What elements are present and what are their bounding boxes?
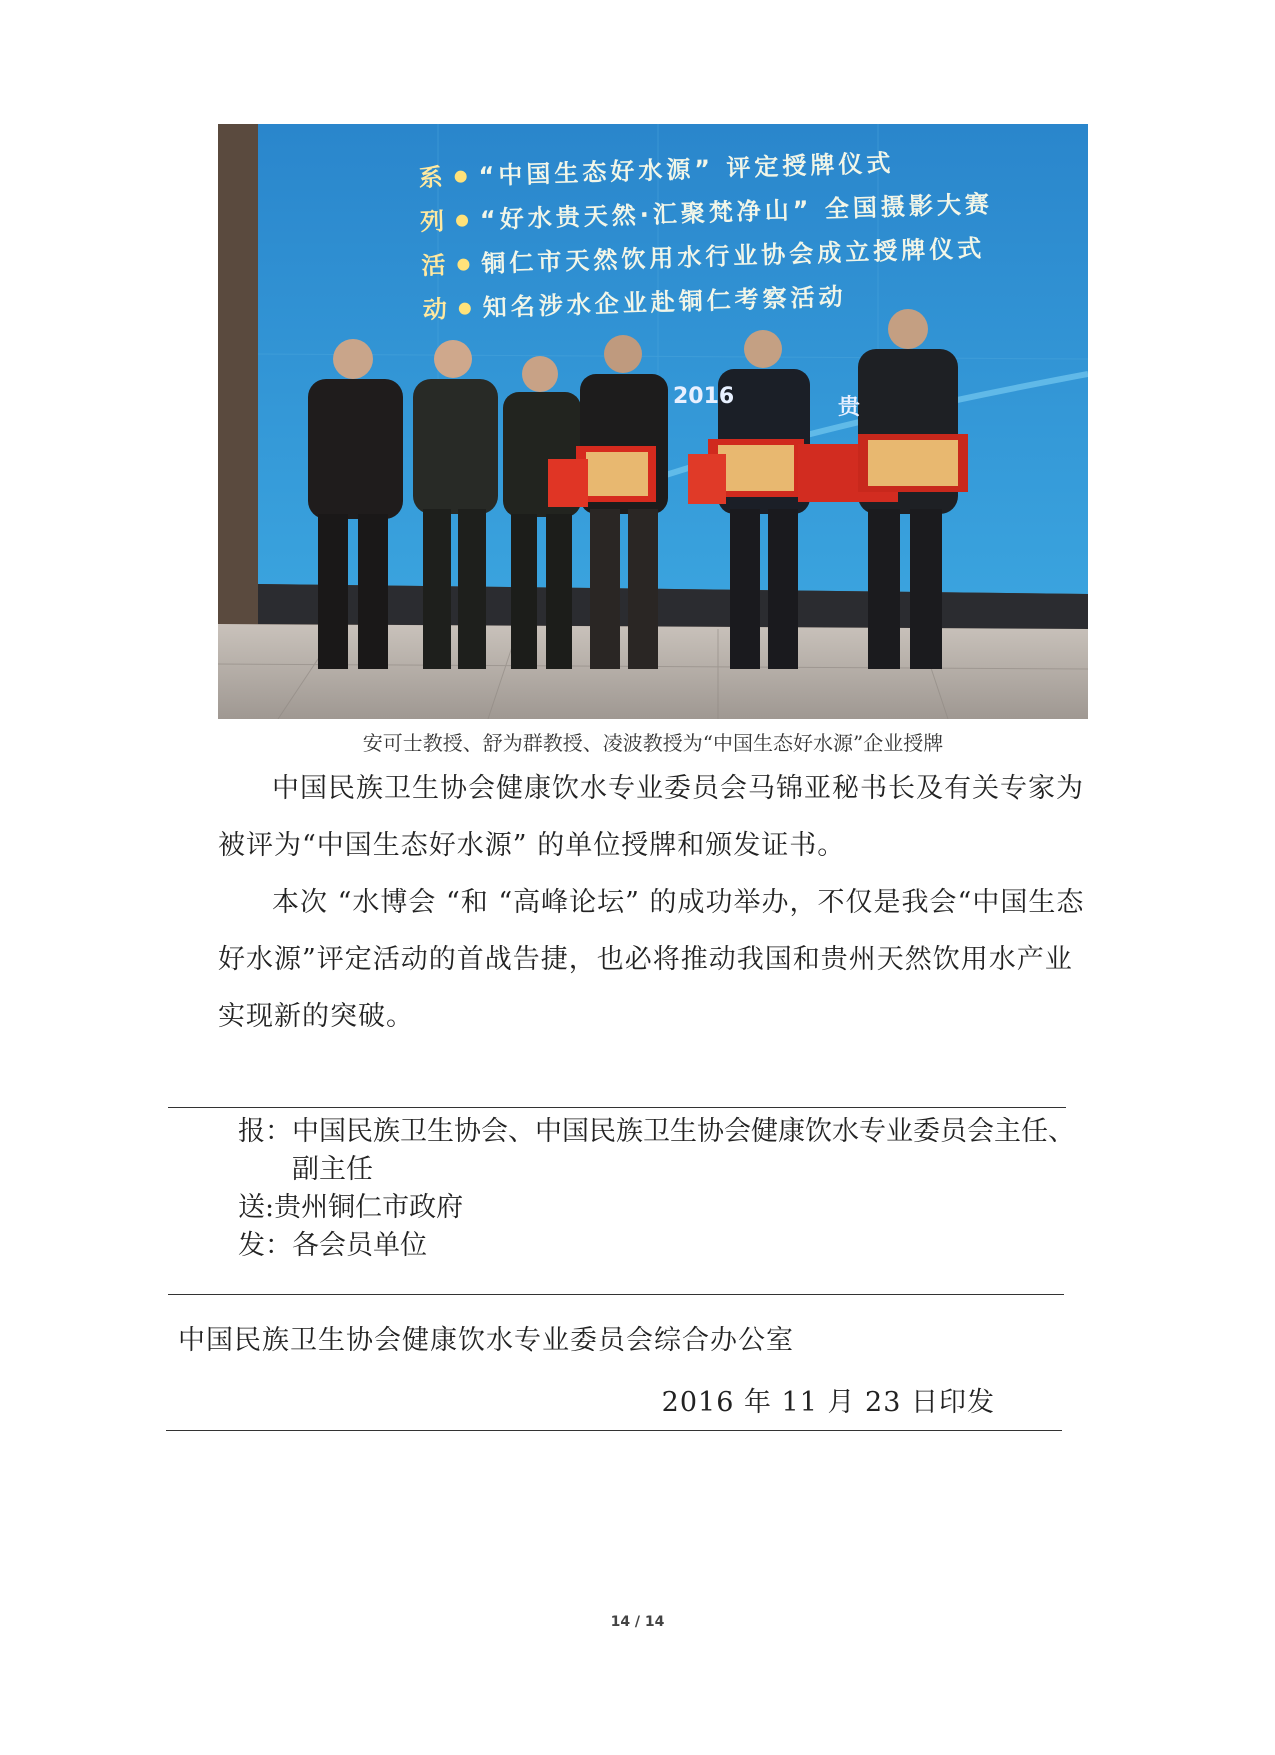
issue-label: 发： [238,1230,292,1261]
banner-year: 2016 [673,384,735,409]
issue-row [238,1227,1078,1265]
banner-line-text: “中国生态好水源” 评定授牌仪式 [478,149,895,191]
banner-prefix: 动 [422,295,452,324]
banner-line-text: “好水贵天然·汇聚梵净山” 全国摄影大赛 [479,189,994,235]
body-paragraph-2: 本次 “水博会 “和 “高峰论坛” 的成功举办，不仅是我会“中国生态好水源”评定活动的首战告捷，也必将推动我国和贵州天然饮用水产业实现新的突破。 [218,887,1085,1032]
report-row [238,1113,1078,1189]
ceremony-photo [218,124,1088,719]
send-row [238,1189,1078,1227]
divider-bottom [166,1430,1062,1431]
issue-date: 2016 年 11 月 23 日印发 [661,1387,995,1418]
divider-top [168,1107,1066,1108]
distribution-list [238,1113,1078,1265]
report-recipients: 中国民族卫生协会、中国民族卫生协会健康饮水专业委员会主任、副主任 [292,1116,1075,1185]
bullet-dot-icon [459,302,471,314]
bullet-dot-icon [457,258,469,270]
send-recipients: 贵州铜仁市政府 [274,1192,464,1223]
bullet-dot-icon [454,170,466,182]
banner-line-text: 铜仁市天然饮用水行业协会成立授牌仪式 [480,234,986,279]
photo-caption: 安可士教授、舒为群教授、凌波教授为“中国生态好水源”企业授牌 [362,731,944,755]
issue-recipients: 各会员单位 [292,1230,427,1261]
page-number: 14 / 14 [610,1614,665,1630]
banner-prefix: 活 [421,251,450,280]
report-label: 报： [238,1116,292,1147]
banner-line-text: 知名涉水企业赴铜仁考察活动 [482,282,848,323]
banner-prefix: 列 [419,207,449,236]
bullet-dot-icon [456,214,468,226]
banner-location: 贵 [838,395,861,420]
banner-prefix: 系 [418,163,448,192]
divider-middle [168,1294,1064,1295]
send-label: 送: [238,1192,275,1223]
issuing-office: 中国民族卫生协会健康饮水专业委员会综合办公室 [178,1325,794,1356]
banner-text [418,135,1088,332]
body-paragraph-1: 中国民族卫生协会健康饮水专业委员会马锦亚秘书长及有关专家为被评为“中国生态好水源” 的单位授牌和颁发证书。 [218,773,1084,861]
